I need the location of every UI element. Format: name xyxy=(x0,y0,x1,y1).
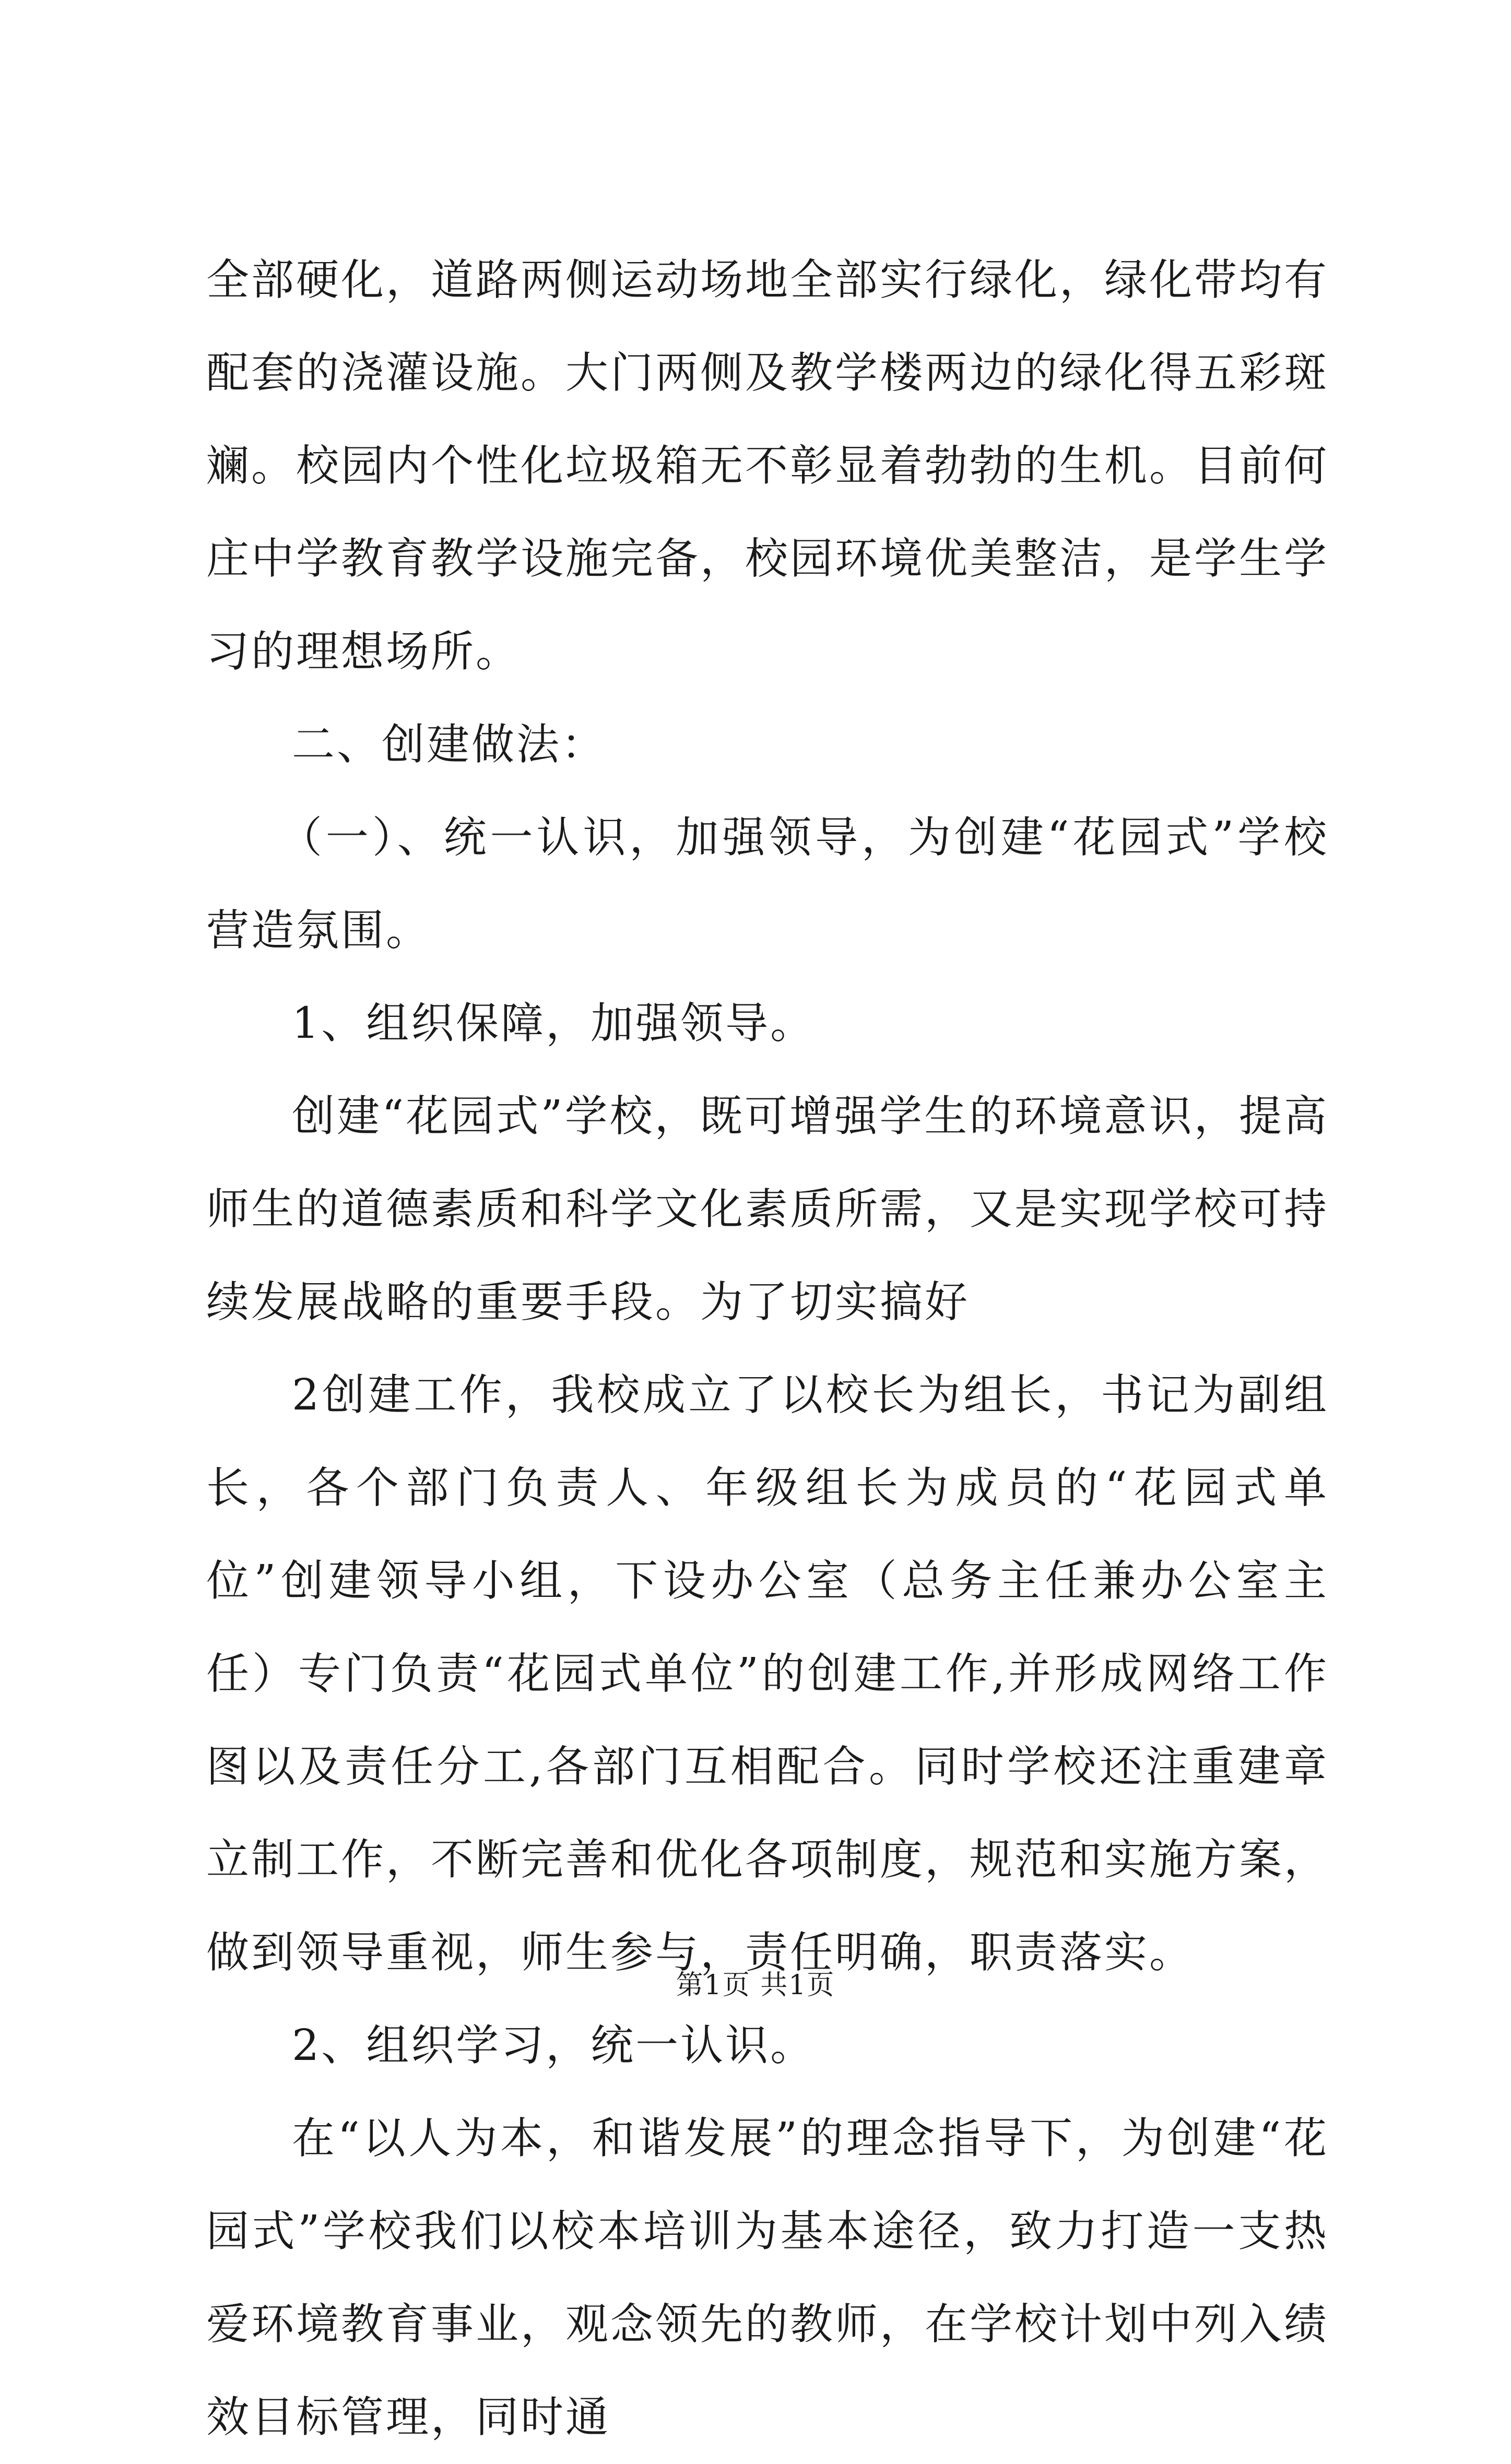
paragraph: 2创建工作，我校成立了以校长为组长，书记为副组长，各个部门负责人、年级组长为成员的“花园式单位”创建领导小组，下设办公室（总务主任兼办公室主任）专门负责“花园式单位”的创建工作,并形成网络工作图以及责任分工,各部门互相配合。同时学校还注重建章立制工作，不断完善和优化各项制度，规范和实施方案，做到领导重视，师生参与，责任明确，职责落实。 xyxy=(206,1370,1329,1977)
subsection-heading-1: （一）、统一认识，加强领导，为创建“花园式”学校营造氛围。 xyxy=(206,813,1329,955)
page-number-label: 第1页 共1页 xyxy=(676,1970,835,2001)
document-body xyxy=(206,234,1329,2464)
paragraph: 在“以人为本，和谐发展”的理念指导下，为创建“花园式”学校我们以校本培训为基本途径，致力打造一支热爱环境教育事业，观念领先的教师，在学校计划中列入绩效目标管理，同时通 xyxy=(206,2114,1329,2442)
paragraph: 创建“花园式”学校，既可增强学生的环境意识，提高师生的道德素质和科学文化素质所需，又是实现学校可持续发展战略的重要手段。为了切实搞好 xyxy=(206,1092,1329,1327)
item-heading-1: 1、组织保障，加强领导。 xyxy=(292,999,816,1048)
section-heading-2: 二、创建做法： xyxy=(292,720,607,769)
page-footer xyxy=(0,1967,1511,2004)
paragraph-continuation: 全部硬化，道路两侧运动场地全部实行绿化，绿化带均有配套的浇灌设施。大门两侧及教学楼两边的绿化得五彩斑斓。校园内个性化垃圾箱无不彰显着勃勃的生机。目前何庄中学教育教学设施完备，校园环境优美整洁，是学生学习的理想场所。 xyxy=(206,255,1329,677)
item-heading-2: 2、组织学习，统一认识。 xyxy=(292,2021,816,2070)
